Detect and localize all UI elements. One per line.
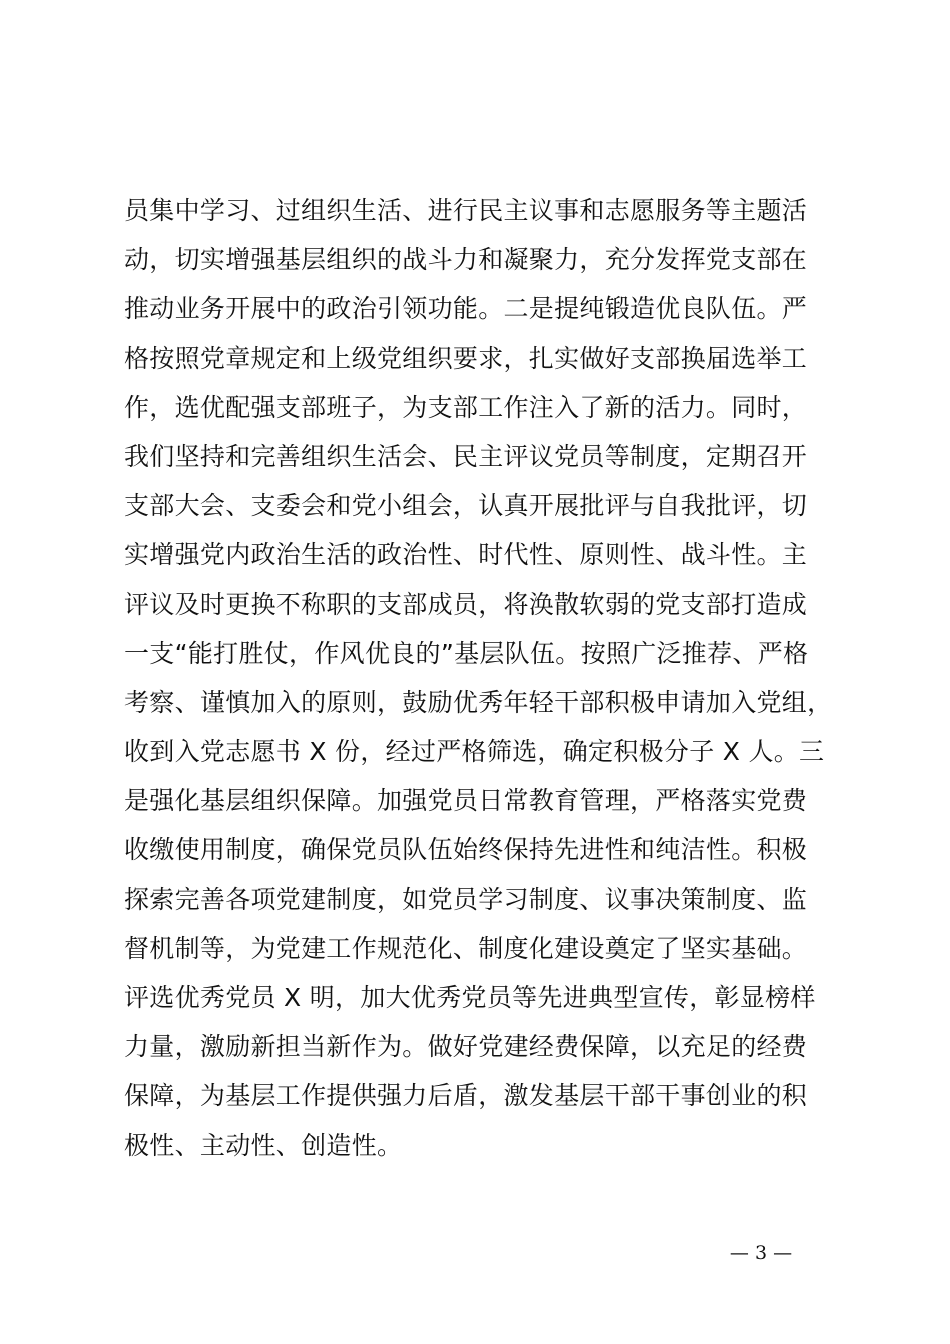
- text-line: 考察、谨慎加入的原则，鼓励优秀年轻干部积极申请加入党组，: [124, 687, 833, 717]
- text-line: 动，切实增强基层组织的战斗力和凝聚力，充分发挥党支部在: [124, 245, 808, 275]
- text-line: 探索完善各项党建制度，如党员学习制度、议事决策制度、监: [124, 884, 808, 914]
- text-line: 是强化基层组织保障。加强党员日常教育管理，严格落实党费: [124, 786, 808, 816]
- body-text: [124, 186, 854, 1170]
- text-line: 收缴使用制度，确保党员队伍始终保持先进性和纯洁性。积极: [124, 835, 808, 865]
- text-line: 员集中学习、过组织生活、进行民主议事和志愿服务等主题活: [124, 196, 808, 225]
- text-line: 督机制等，为党建工作规范化、制度化建设奠定了坚实基础。: [124, 933, 808, 963]
- text-line: 我们坚持和完善组织生活会、民主评议党员等制度，定期召开: [124, 441, 808, 471]
- text-line: 格按照党章规定和上级党组织要求，扎实做好支部换届选举工: [124, 343, 808, 373]
- text-line: 评选优秀党员 X 明，加大优秀党员等先进典型宣传，彰显榜样: [124, 983, 816, 1012]
- text-line: 一支“能打胜仗，作风优良的”基层队伍。按照广泛推荐、严格: [124, 638, 809, 668]
- text-line: 作，选优配强支部班子，为支部工作注入了新的活力。同时，: [124, 392, 808, 422]
- text-line: 实增强党内政治生活的政治性、时代性、原则性、战斗性。主: [124, 540, 808, 570]
- text-line: 极性、主动性、创造性。: [124, 1130, 403, 1160]
- text-line: 评议及时更换不称职的支部成员，将涣散软弱的党支部打造成: [124, 589, 808, 619]
- text-line: 支部大会、支委会和党小组会，认真开展批评与自我批评，切: [124, 491, 808, 521]
- text-line: 保障，为基层工作提供强力后盾，激发基层干部干事创业的积: [124, 1081, 808, 1111]
- page-number: — 3 —: [729, 1242, 793, 1264]
- text-line: 推动业务开展中的政治引领功能。二是提纯锻造优良队伍。严: [124, 294, 808, 324]
- text-line: 收到入党志愿书 X 份，经过严格筛选，确定积极分子 X 人。三: [124, 737, 825, 767]
- text-line: 力量，激励新担当新作为。做好党建经费保障，以充足的经费: [124, 1032, 808, 1062]
